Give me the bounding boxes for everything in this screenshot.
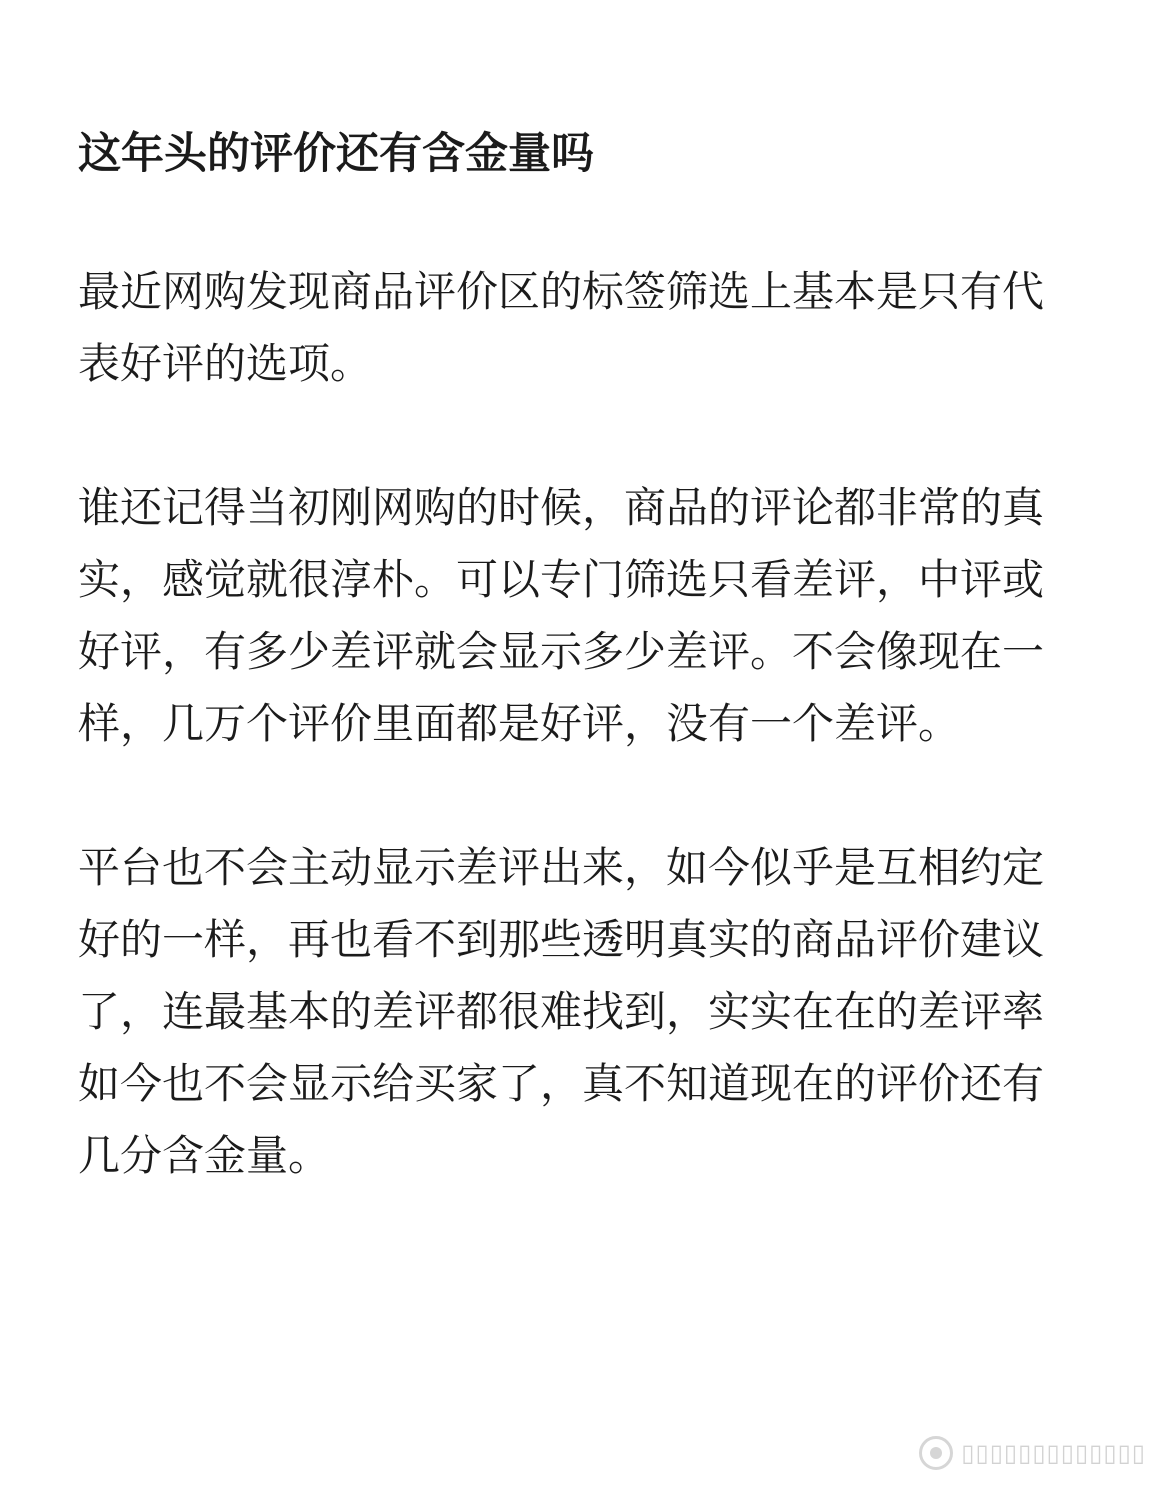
watermark-text: ▯▯▯▯▯▯▯▯▯▯▯▯▯	[961, 1439, 1146, 1467]
article-title: 这年头的评价还有含金量吗	[78, 129, 594, 179]
watermark	[919, 1436, 1146, 1470]
article	[78, 118, 1068, 1192]
paragraph-2: 谁还记得当初刚网购的时候，商品的评论都非常的真实，感觉就很淳朴。可以专门筛选只看差评，中评或好评，有多少差评就会显示多少差评。不会像现在一样，几万个评价里面都是好评，没有一个差评。	[78, 483, 1045, 748]
paragraph-1: 最近网购发现商品评价区的标签筛选上基本是只有代表好评的选项。	[78, 267, 1045, 388]
paragraph-3: 平台也不会主动显示差评出来，如今似乎是互相约定好的一样，再也看不到那些透明真实的商品评价建议了，连最基本的差评都很难找到，实实在在的差评率如今也不会显示给买家了，真不知道现在的评价还有几分含金量。	[78, 843, 1045, 1180]
weibo-logo-icon	[919, 1436, 953, 1470]
